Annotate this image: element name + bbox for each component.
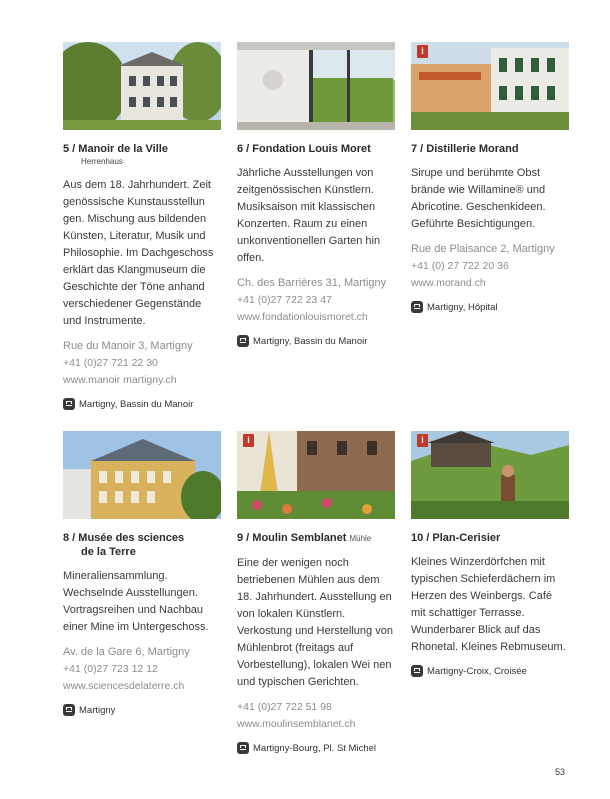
entry-subtitle: Herrenhaus [81, 157, 123, 166]
entry-website[interactable]: www.moulinsemblanet.ch [237, 718, 356, 730]
entry-fondation-louis-moret [237, 42, 395, 347]
entry-address: Av. de la Gare 6, Martigny [63, 646, 190, 658]
entry-address: Ch. des Barrières 31, Martigny [237, 277, 387, 289]
entry-title: 8 / Musée des sciences [63, 532, 185, 544]
entry-website[interactable]: www.manoir martigny.ch [63, 374, 177, 386]
entry-bus-stop [237, 335, 395, 347]
entry-address: Rue de Plaisance 2, Martigny [411, 243, 555, 255]
entry-moulin-semblanet [237, 431, 395, 754]
bus-stop-label: Martigny-Croix, Croisée [427, 665, 527, 677]
entry-bus-stop [411, 301, 569, 313]
entry-phone: +41 (0)27 722 23 47 [237, 294, 332, 306]
bus-icon [237, 335, 249, 347]
entry-title [237, 531, 395, 546]
photo-distillerie [411, 42, 569, 130]
entry-bus-stop [63, 704, 221, 716]
entry-phone: +41 (0)27 723 12 12 [63, 663, 158, 675]
entry-description: Jährliche Ausstellungen von zeitgenössischen Künstlern. Musiksaison mit klassischen Konzerten. Raum zu einen unkonventionellen Garten hin offen. [237, 167, 381, 264]
info-icon: i [417, 434, 428, 447]
entry-website[interactable]: www.morand.ch [411, 277, 486, 289]
entry-title: 7 / Distillerie Morand [411, 143, 519, 155]
bus-stop-label: Martigny [79, 704, 116, 716]
entry-description: Mineraliensammlung. Wechselnde Ausstellungen. Vortragsreihen und Nachbau einer Mine im Untergeschoss. [63, 570, 209, 633]
entry-title-text: 9 / Moulin Semblanet [237, 532, 347, 544]
photo-fondation [237, 42, 395, 130]
bus-stop-label: Martigny, Bassin du Manoir [79, 398, 194, 410]
bus-icon [63, 704, 75, 716]
entry-bus-stop [63, 398, 221, 410]
entry-distillerie-morand [411, 42, 569, 313]
photo-musee [63, 431, 221, 519]
bus-stop-label: Martigny-Bourg, Pl. St Michel [253, 742, 377, 754]
bus-icon [411, 301, 423, 313]
entry-description: Eine der wenigen noch betriebenen Mühlen aus dem 18. Jahrhundert. Ausstellung en von lokalen Künstlern. Verkostung und Herstellung von Mühlenbrot (freitags auf Vorbestellung), lokalen Wei nen und typischen Gerichten. [237, 557, 393, 688]
entry-title-line-2: de la Terre [81, 546, 136, 558]
entry-phone: +41 (0) 27 722 20 36 [411, 260, 509, 272]
photo-plan-cerisier [411, 431, 569, 519]
entry-manoir-de-la-ville [63, 42, 221, 410]
entry-address: Rue du Manoir 3, Martigny [63, 340, 193, 352]
page-number: 53 [554, 767, 565, 777]
entry-description: Kleines Winzerdörfchen mit typischen Schieferdächern im Herzen des Weinbergs. Café mit schattiger Terrasse. Wunderbarer Blick auf das Rhonetal. Kleines Rebmuseum. [411, 556, 566, 653]
bus-stop-label: Martigny, Bassin du Manoir [253, 335, 368, 347]
entry-phone: +41 (0)27 722 51 98 [237, 701, 332, 713]
entry-description: Aus dem 18. Jahrhundert. Zeit genössische Kunstausstellun gen. Mischung aus bildenden Künsten, Literatur, Musik und Philosophie. Im Dachgeschoss erklärt das Klangmuseum die Geschichte der Töne anhand verschiedener Gegenstände und Instrumente. [63, 179, 214, 327]
entry-title-sub: Mühle [349, 534, 372, 543]
bus-icon [411, 665, 423, 677]
photo-moulin [237, 431, 395, 519]
photo-manoir [63, 42, 221, 130]
entry-plan-cerisier [411, 431, 569, 677]
bus-icon [63, 398, 75, 410]
entry-bus-stop [237, 742, 395, 754]
entry-website[interactable]: www.sciencesdelaterre.ch [63, 680, 185, 692]
bus-icon [237, 742, 249, 754]
bus-stop-label: Martigny, Hôpital [427, 301, 498, 313]
info-icon: i [243, 434, 254, 447]
entry-musee-des-sciences-de-la-terre [63, 431, 221, 716]
entry-description: Sirupe und berühmte Obst brände wie Willamine® und Abricotine. Geschenkideen. Geführte Besichtigungen. [411, 167, 546, 230]
entry-title: 6 / Fondation Louis Moret [237, 143, 371, 155]
entry-title: 5 / Manoir de la Ville [63, 143, 168, 155]
entry-title: 10 / Plan-Cerisier [411, 532, 501, 544]
entry-phone: +41 (0)27 721 22 30 [63, 357, 158, 369]
entry-bus-stop [411, 665, 569, 677]
info-icon: i [417, 45, 428, 58]
entry-website[interactable]: www.fondationlouismoret.ch [237, 311, 368, 323]
